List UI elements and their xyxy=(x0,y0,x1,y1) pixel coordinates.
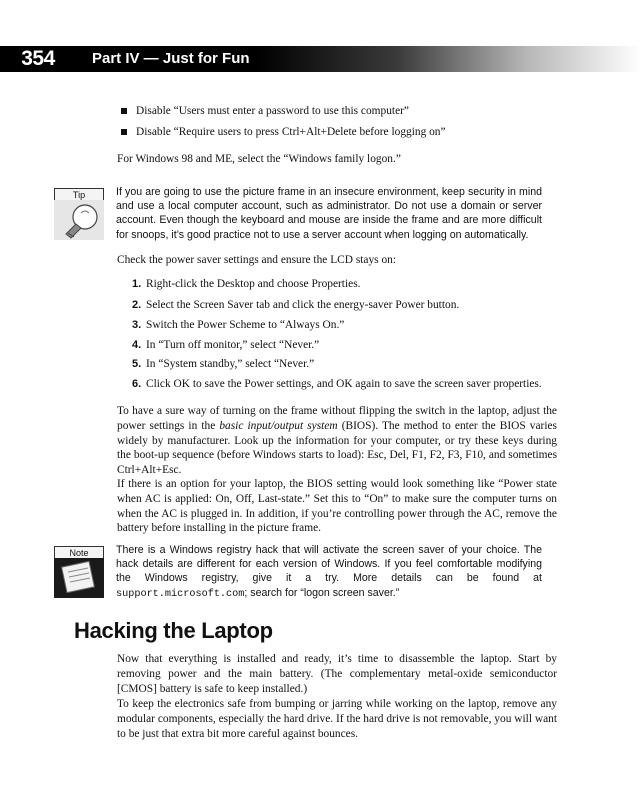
lightbulb-icon xyxy=(54,200,104,240)
paragraph-hacking-1: Now that everything is installed and ready, it’s time to disassemble the laptop. Start by removing power and the main battery. (The complementary metal-oxide semiconductor [CMOS] battery is safe to keep installed.) xyxy=(117,653,557,695)
note-text: There is a Windows registry hack that will activate the screen saver of your choice. The hack details are different for each version of Windows. If you feel comfortable modifying the Windows registry, give it a try. More details can be found at support.microsoft.com; search for “logon screen saver.” xyxy=(116,544,542,600)
paragraph-bios-option: If there is an option for your laptop, the BIOS setting would look something like “Power state when AC is applied: On, Off, Last-state.” Set this to “On” to make sure the computer turns on when the AC is plugged in. In addition, if you’re controlling power through the AC, remove the battery before installing in the picture frame. xyxy=(117,478,557,535)
step-item: 2. Select the Screen Saver tab and click the energy-saver Power button. xyxy=(132,299,460,311)
running-header xyxy=(0,46,640,72)
tip-icon-box xyxy=(54,188,104,238)
paragraph-bios: To have a sure way of turning on the frame without flipping the switch in the laptop, adjust the power settings in the basic input/output system (BIOS). The method to enter the BIOS varies widely by manufacturer. Look up the information for your computer, or try these keys during the boot-up sequence (before Windows starts to load): Esc, Del, F1, F2, F3, F10, and sometimes Ctrl+Alt+Esc. xyxy=(117,405,557,477)
note-icon-box xyxy=(54,546,104,596)
bios-emphasis: basic input/output system xyxy=(219,419,338,432)
bullet-item: Disable “Users must enter a password to use this computer” xyxy=(136,104,576,119)
notepad-icon xyxy=(54,558,104,598)
note-label: Note xyxy=(54,546,104,560)
bullet-square-icon xyxy=(121,129,127,135)
step-item: 4. In “Turn off monitor,” select “Never.” xyxy=(132,339,320,351)
paragraph-power-intro: Check the power saver settings and ensure the LCD stays on: xyxy=(117,254,397,266)
tip-label: Tip xyxy=(54,188,104,202)
bullet-square-icon xyxy=(121,108,127,114)
tip-text: If you are going to use the picture frame in an insecure environment, keep security in mind and use a local computer account, such as administrator. Do not use a domain or server account. Even though the keyboard and mouse are inside the frame and are more difficult for snoops, it’s good practice not to use a server account when logging on automatically. xyxy=(116,186,542,241)
step-item: 6. Click OK to save the Power settings, and OK again to save the screen saver properties. xyxy=(132,378,542,390)
step-item: 1. Right-click the Desktop and choose Properties. xyxy=(132,278,361,290)
step-item: 3. Switch the Power Scheme to “Always On.” xyxy=(132,319,345,331)
page-number: 354 xyxy=(0,46,76,72)
paragraph-windows98: For Windows 98 and ME, select the “Windows family logon.” xyxy=(117,153,401,165)
support-link[interactable]: support.microsoft.com xyxy=(116,588,245,600)
step-item: 5. In “System standby,” select “Never.” xyxy=(132,358,315,370)
part-title: Part IV — Just for Fun xyxy=(92,50,250,67)
bullet-item: Disable “Require users to press Ctrl+Alt+Delete before logging on” xyxy=(136,125,576,140)
section-heading: Hacking the Laptop xyxy=(74,618,273,643)
paragraph-hacking-2: To keep the electronics safe from bumping or jarring while working on the laptop, remove any modular components, especially the hard drive. If the hard drive is not removable, you will want to be just that extra bit more careful against bounces. xyxy=(117,698,557,740)
